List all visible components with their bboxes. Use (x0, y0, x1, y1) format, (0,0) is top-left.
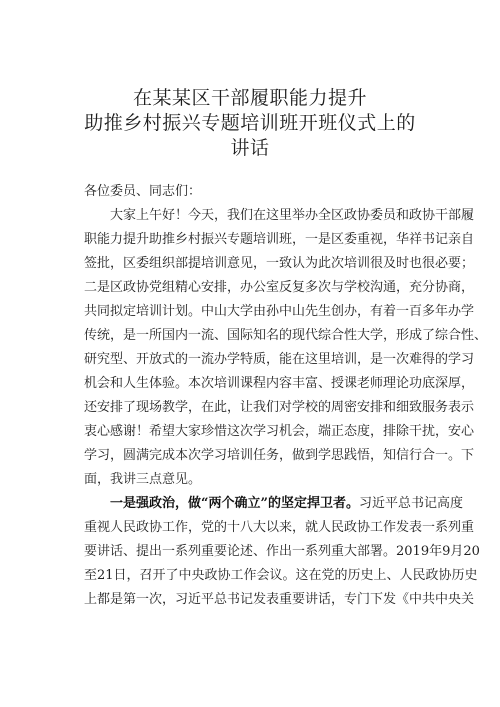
paragraph-2-line: 要讲话、提出一系列重要论述、作出一系列重大部署。2019年9月20 (84, 544, 480, 559)
paragraph-1-line: 面，我讲三点意见。 (84, 472, 202, 487)
paragraph-1-line: 职能力提升助推乡村振兴专题培训班，一是区委重视，华祥书记亲自 (84, 232, 475, 247)
document-title-line-1: 在某某区干部履职能力提升 (132, 87, 367, 109)
paragraph-1-line: 共同拟定培训计划。中山大学由孙中山先生创办，有着一百多年办学 (84, 304, 475, 319)
paragraph-2-line: 重视人民政协工作，党的十八大以来，就人民政协工作发表一系列重 (84, 520, 475, 535)
paragraph-1-line: 衷心感谢！希望大家珍惜这次学习机会，端正态度，排除干扰，安心 (84, 424, 475, 439)
paragraph-2-first-line (110, 495, 463, 513)
document-title-line-3: 讲话 (230, 137, 270, 159)
paragraph-1-line: 传统，是一所国内一流、国际知名的现代综合性大学，形成了综合性、 (84, 328, 488, 343)
paragraph-2-line: 上都是第一次，习近平总书记发表重要讲话，专门下发《中共中央关 (84, 592, 475, 607)
paragraph-1-line: 二是区政协党组精心安排，办公室反复多次与学校沟通，充分协商， (84, 280, 475, 295)
salutation: 各位委员、同志们： (84, 184, 202, 199)
paragraph-1-line: 学习，圆满完成本次学习培训任务，做到学思践悟，知信行合一。下 (84, 448, 475, 463)
document-title-line-2: 助推乡村振兴专题培训班开班仪式上的 (84, 112, 416, 134)
paragraph-1-line: 签批，区委组织部提培训意见，一致认为此次培训很及时也很必要； (84, 256, 475, 271)
paragraph-1-line: 机会和人生体验。本次培训课程内容丰富、授课老师理论功底深厚， (84, 376, 475, 391)
paragraph-1-line: 还安排了现场教学，在此，让我们对学校的周密安排和细致服务表示 (84, 400, 475, 415)
paragraph-2-heading: 一是强政治，做“两个确立”的坚定捍卫者。 (110, 496, 359, 511)
paragraph-1-line: 大家上午好！今天，我们在这里举办全区政协委员和政协干部履 (110, 208, 475, 223)
paragraph-2-first-line-rest: 习近平总书记高度 (358, 496, 463, 511)
paragraph-2-line: 至21日，召开了中央政协工作会议。这在党的历史上、人民政协历史 (84, 568, 478, 583)
paragraph-1-line: 研究型、开放式的一流办学特质，能在这里培训，是一次难得的学习 (84, 352, 475, 367)
